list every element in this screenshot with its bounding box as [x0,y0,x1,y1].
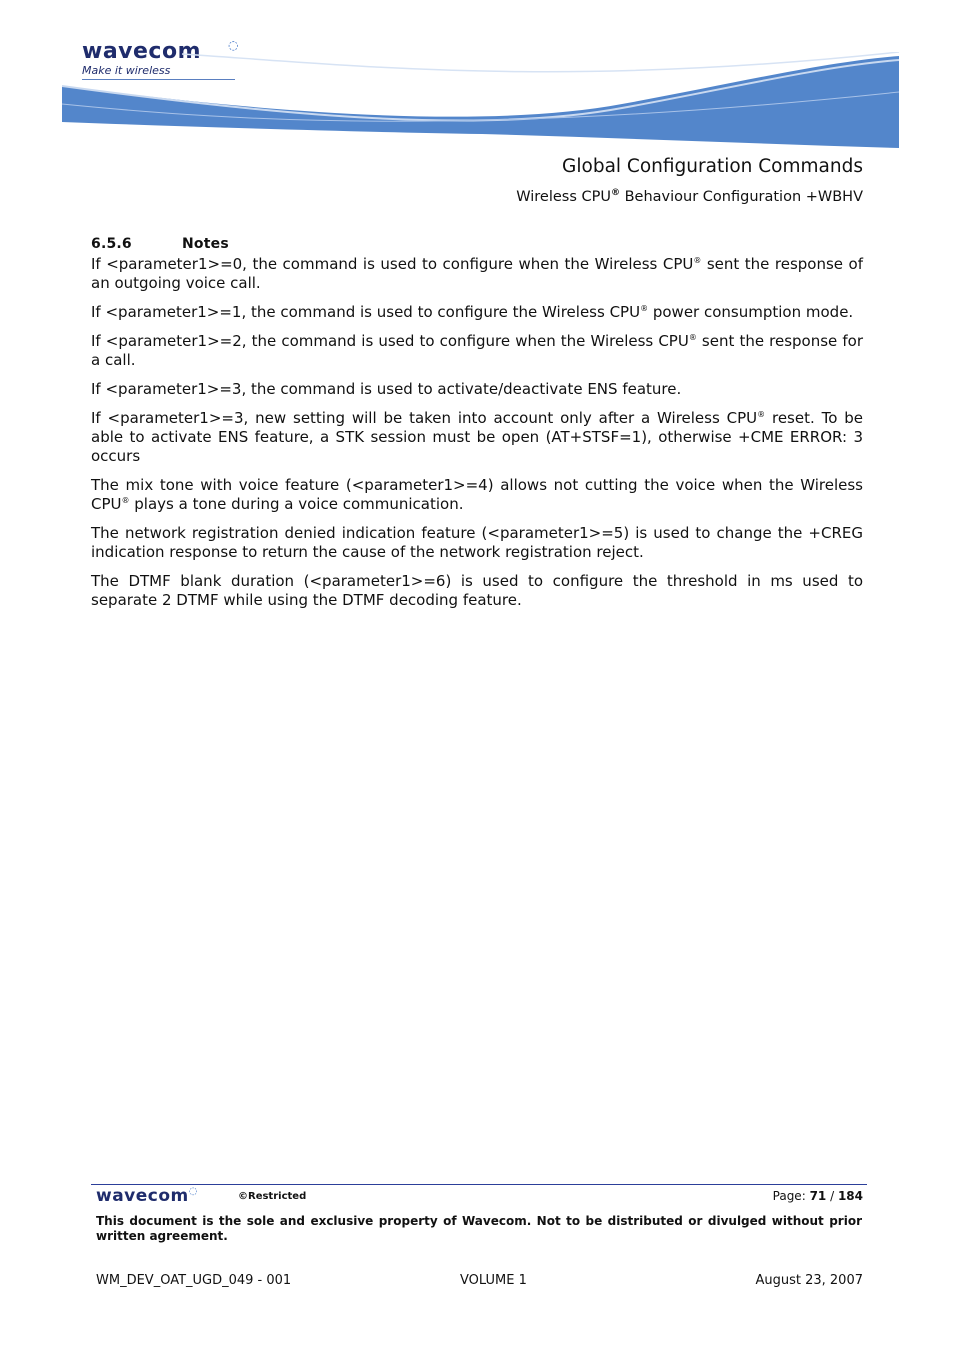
volume-label: VOLUME 1 [460,1273,527,1288]
paragraph: If <parameter1>=3, new setting will be taken into account only after a Wireless CPU® reset. To be able to activate ENS feature, a STK session must be open (AT+STSF=1), otherwise +CME ERROR: 3 occurs [91,409,863,465]
section-number: 6.5.6 [91,236,132,252]
property-notice: This document is the sole and exclusive property of Wavecom. Not to be distributed or divulged without prior written agreement. [96,1214,862,1243]
document-id: WM_DEV_OAT_UGD_049 - 001 [96,1273,292,1288]
page-number: Page: 71 / 184 [772,1189,863,1203]
paragraph: If <parameter1>=2, the command is used to configure when the Wireless CPU® sent the response for a call. [91,332,863,369]
restricted-label: ©Restricted [238,1191,307,1202]
section-heading [91,236,863,252]
header-wave-banner [62,52,899,152]
section-title: Notes [182,236,229,252]
logo-swirl-icon: ◌ [228,38,239,52]
logo-tagline: Make it wireless [82,64,171,77]
main-content [91,236,863,620]
paragraph: If <parameter1>=3, the command is used to activate/deactivate ENS feature. [91,380,682,398]
footer-logo-swirl-icon: ◌ [188,1186,198,1197]
logo-wordmark: wavecom [82,39,202,64]
paragraph: The DTMF blank duration (<parameter1>=6) is used to configure the threshold in ms used to separate 2 DTMF while using the DTMF decoding feature. [91,572,863,609]
chapter-title: Global Configuration Commands [562,156,863,177]
section-subtitle: Wireless CPU® Behaviour Configuration +WBHV [516,188,863,205]
paragraph: The mix tone with voice feature (<parameter1>=4) allows not cutting the voice when the Wireless CPU® plays a tone during a voice communication. [91,476,863,513]
footer-rule [91,1184,867,1185]
footer-logo: wavecom◌ [96,1186,198,1206]
paragraph: If <parameter1>=0, the command is used to configure when the Wireless CPU® sent the response of an outgoing voice call. [91,255,863,292]
document-date: August 23, 2007 [755,1273,863,1288]
paragraph: If <parameter1>=1, the command is used to configure the Wireless CPU® power consumption mode. [91,303,854,321]
paragraph: The network registration denied indication feature (<parameter1>=5) is used to change the +CREG indication response to return the cause of the network registration reject. [91,524,863,561]
